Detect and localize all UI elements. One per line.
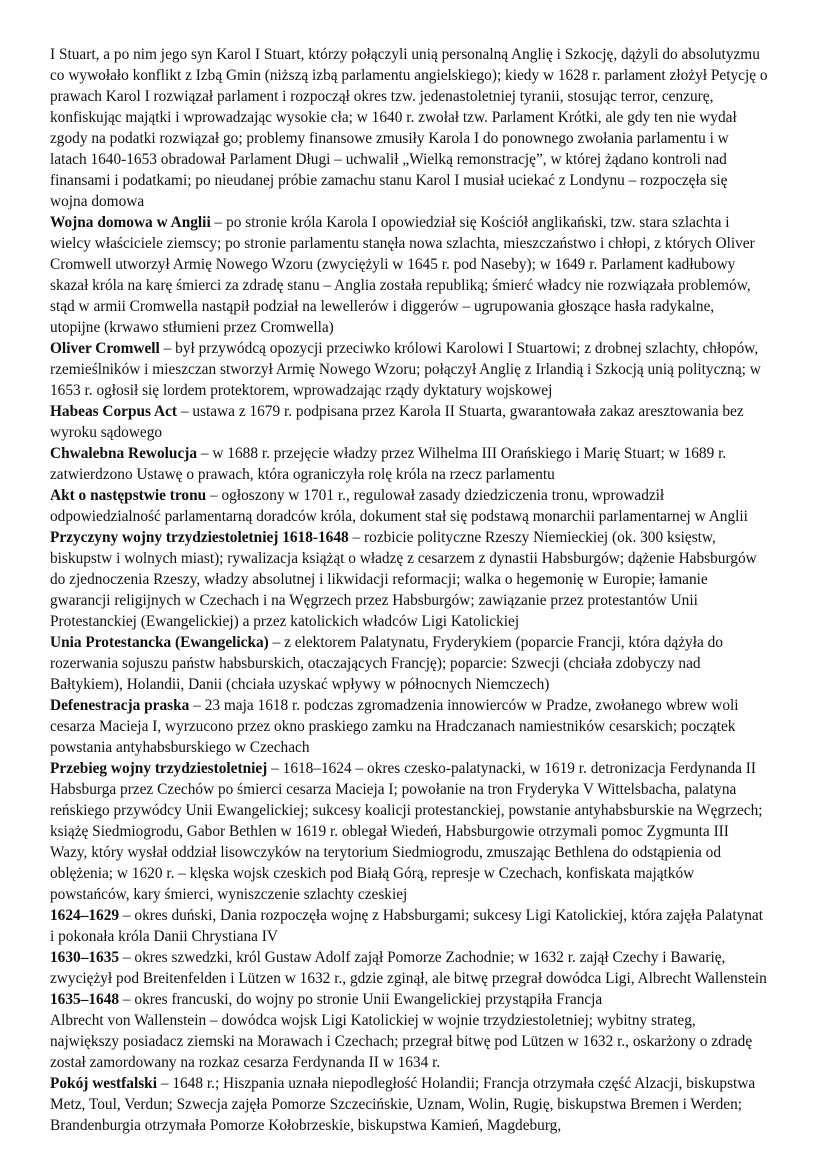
paragraph-text: – był przywódcą opozycji przeciwko królowi Karolowi I Stuartowi; z drobnej szlachty, chłopów, rzemieślników i mieszczan stworzył Armię Nowego Wzoru; połączył Anglię z Irlandią i Szkocją unią polityczną; w 1653 r. ogłosił się lordem protektorem, wprowadzając rządy dyktatury wojskowej <box>50 340 761 399</box>
paragraph-danish-period <box>50 905 768 947</box>
paragraph-wallenstein <box>50 1010 768 1073</box>
term-peace-westphalia: Pokój westfalski <box>50 1075 157 1092</box>
paragraph-habeas-corpus <box>50 401 768 443</box>
paragraph-glorious-revolution <box>50 443 768 485</box>
paragraph-stuart-intro <box>50 44 768 212</box>
paragraph-text: – okres francuski, do wojny po stronie Unii Ewangelickiej przystąpiła Francja <box>119 991 603 1008</box>
term-defenestration: Defenestracja praska <box>50 697 190 714</box>
term-civil-war: Wojna domowa w Anglii <box>50 214 211 231</box>
paragraph-text: – okres duński, Dania rozpoczęła wojnę z Habsburgami; sukcesy Ligi Katolickiej, która zajęła Palatynat i pokonała króla Danii Chrystiana IV <box>50 907 763 945</box>
term-habeas-corpus: Habeas Corpus Act <box>50 403 178 420</box>
paragraph-protestant-union <box>50 632 768 695</box>
paragraph-war-causes <box>50 527 768 632</box>
term-swedish-period: 1630–1635 <box>50 949 120 966</box>
paragraph-text: – w 1688 r. przejęcie władzy przez Wilhelma III Orańskiego i Marię Stuart; w 1689 r. zatwierdzono Ustawę o prawach, która ograniczyła rolę króla na rzecz parlamentu <box>50 445 727 483</box>
paragraph-civil-war <box>50 212 768 338</box>
term-act-of-settlement: Akt o następstwie tronu <box>50 487 207 504</box>
paragraph-text: – z elektorem Palatynatu, Fryderykiem (poparcie Francji, która dążyła do rozerwania sojuszu państw habsburskich, otaczających Francję); poparcie: Szwecji (chciała zdobyczy nad Bałtykiem), Holandii, Danii (chciała uzyskać wpływy w północnych Niemczech) <box>50 634 723 693</box>
term-danish-period: 1624–1629 <box>50 907 120 924</box>
term-protestant-union: Unia Protestancka (Ewangelicka) <box>50 634 269 651</box>
paragraph-text: – po stronie króla Karola I opowiedział się Kościół anglikański, tzw. stara szlachta i wielcy właściciele ziemscy; po stronie parlamentu stanęła nowa szlachta, mieszczaństwo i chłopi, z których Oliver Cromwell utworzył Armię Nowego Wzoru (zwyciężyli w 1645 r. pod Naseby); w 1649 r. Parlament kadłubowy skazał króla na karę śmierci za zdradę stanu – Anglia została republiką; śmierć władcy nie rozwiązała problemów, stąd w armii Cromwella nastąpił podział na lewellerów i diggerów – ugrupowania głoszące hasła radykalne, utopijne (krwawo stłumieni przez Cromwella) <box>50 214 755 336</box>
paragraph-text: – okres szwedzki, król Gustaw Adolf zajął Pomorze Zachodnie; w 1632 r. zajął Czechy i Bawarię, zwyciężył pod Breitenfelden i Lützen w 1632 r., gdzie zginął, ale bitwę przegrał dowódca Ligi, Albrecht Wallenstein <box>50 949 767 987</box>
term-glorious-revolution: Chwalebna Rewolucja <box>50 445 198 462</box>
paragraph-swedish-period <box>50 947 768 989</box>
paragraph-cromwell <box>50 338 768 401</box>
paragraph-text: – 23 maja 1618 r. podczas zgromadzenia innowierców w Pradze, zwołanego wbrew woli cesarza Macieja I, wyrzucono przez okno praskiego zamku na Hradczanach namiestników cesarskich; początek powstania antyhabsburskiego w Czechach <box>50 697 739 756</box>
paragraph-act-of-settlement <box>50 485 768 527</box>
paragraph-text: – rozbicie polityczne Rzeszy Niemieckiej (ok. 300 księstw, biskupstw i wolnych miast); rywalizacja książąt o władzę z cesarzem z dynastii Habsburgów; dążenie Habsburgów do zjednoczenia Rzeszy, władzy absolutnej i likwidacji reformacji; walka o hegemonię w Europie; łamanie gwarancji religijnych w Czechach i na Węgrzech przez Habsburgów; zawiązanie przez protestantów Unii Protestanckiej (Ewangelickiej) a przez katolickich władców Ligi Katolickiej <box>50 529 757 630</box>
term-war-causes: Przyczyny wojny trzydziestoletniej 1618-1648 <box>50 529 349 546</box>
paragraph-peace-westphalia <box>50 1073 768 1136</box>
paragraph-text: Albrecht von Wallenstein – dowódca wojsk Ligi Katolickiej w wojnie trzydziestoletniej; wybitny strateg, największy posiadacz ziemski na Morawach i Czechach; przegrał bitwę pod Lützen w 1632 r., oskarżony o zdradę został zamordowany na rozkaz cesarza Ferdynanda II w 1634 r. <box>50 1012 753 1071</box>
term-cromwell: Oliver Cromwell <box>50 340 160 357</box>
paragraph-text: – ustawa z 1679 r. podpisana przez Karola II Stuarta, gwarantowała zakaz aresztowania bez wyroku sądowego <box>50 403 744 441</box>
paragraph-text: I Stuart, a po nim jego syn Karol I Stuart, którzy połączyli unią personalną Anglię i Szkocję, dążyli do absolutyzmu co wywołało konflikt z Izbą Gmin (niższą izbą parlamentu angielskiego); kiedy w 1628 r. parlament złożył Petycję o prawach Karol I rozwiązał parlament i rozpoczął okres tzw. jedenastoletniej tyranii, stosując terror, cenzurę, konfiskując majątki i wprowadzając wysokie cła; w 1640 r. zwołał tzw. Parlament Krótki, ale gdy ten nie wydał zgody na podatki rozwiązał go; problemy finansowe zmusiły Karola I do ponownego zwołania parlamentu i w latach 1640-1653 obradował Parlament Długi – uchwalił „Wielką remonstrację”, w której żądano kontroli nad finansami i podatkami; po nieudanej próbie zamachu stanu Karol I musiał uciekać z Londynu – rozpoczęła się wojna domowa <box>50 46 768 210</box>
paragraph-text: – 1648 r.; Hiszpania uznała niepodległość Holandii; Francja otrzymała część Alzacji, biskupstwa Metz, Toul, Verdun; Szwecja zajęła Pomorze Szczecińskie, Uznam, Wolin, Rugię, biskupstwa Bremen i Werden; Brandenburgia otrzymała Pomorze Kołobrzeskie, biskupstwa Kamień, Magdeburg, <box>50 1075 756 1134</box>
paragraph-defenestration <box>50 695 768 758</box>
paragraph-text: – 1618–1624 – okres czesko-palatynacki, w 1619 r. detronizacja Ferdynanda II Habsburga przez Czechów po śmierci cesarza Macieja I; powołanie na tron Fryderyka V Wittelsbacha, palatyna reńskiego przywódcy Unii Ewangelickiej; sukcesy koalicji protestanckiej, powstanie antyhabsburskie na Węgrzech; książę Siedmiogrodu, Gabor Bethlen w 1619 r. oblegał Wiedeń, Habsburgowie otrzymali pomoc Zygmunta III Wazy, który wysłał oddział lisowczyków na terytorium Siedmiogrodu, zmuszając Bethlena do odstąpienia od oblężenia; w 1620 r. – klęska wojsk czeskich pod Białą Górą, represje w Czechach, konfiskata majątków powstańców, kary śmierci, wyniszczenie szlachty czeskiej <box>50 760 763 903</box>
paragraph-french-period <box>50 989 768 1010</box>
term-war-course: Przebieg wojny trzydziestoletniej <box>50 760 268 777</box>
term-french-period: 1635–1648 <box>50 991 120 1008</box>
paragraph-text: – ogłoszony w 1701 r., regulował zasady dziedziczenia tronu, wprowadził odpowiedzialność parlamentarną doradców króla, dokument stał się podstawą monarchii parlamentarnej w Anglii <box>50 487 748 525</box>
paragraph-war-course <box>50 758 768 905</box>
